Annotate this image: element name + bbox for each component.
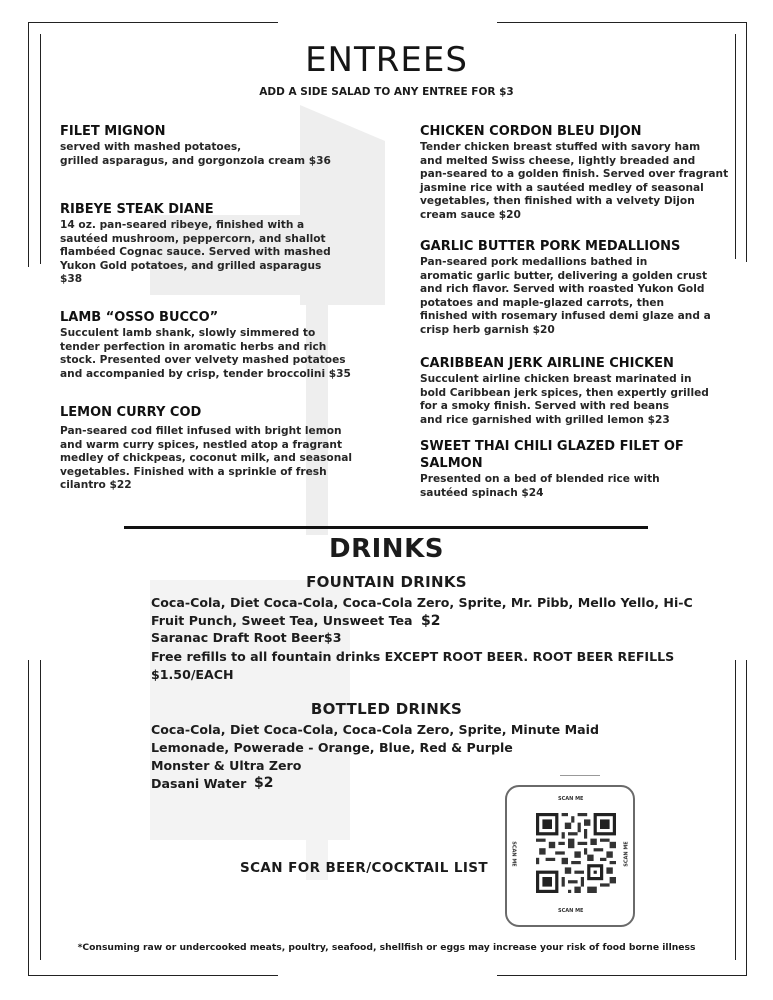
entree-description: Presented on a bed of blended rice with sautéed spinach $24	[420, 473, 660, 499]
side-salad-note: ADD A SIDE SALAD TO ANY ENTREE FOR $3	[259, 86, 514, 98]
entree-description: Succulent lamb shank, slowly simmered to tender perfection in aromatic herbs and rich stock. Presented over velvety mashed potatoes and accompanied by crisp, tender broccolini $35	[60, 327, 351, 380]
entree-name: LAMB “OSSO BUCCO”	[60, 310, 219, 325]
bottled-drinks-heading: BOTTLED DRINKS	[310, 700, 463, 718]
refill-note: Free refills to all fountain drinks EXCEPT ROOT BEER. ROOT BEER REFILLS	[151, 649, 675, 664]
entree-description: Tender chicken breast stuffed with savory ham and melted Swiss cheese, lightly breaded and pan-seared to a golden finish. Served over fragrant jasmine rice with a sautéed medley of seasonal vegetables, then finished with a velvety Dijon cream sauce $20	[420, 141, 729, 221]
qr-caption: SCAN ME	[555, 796, 586, 802]
entree-description: Succulent airline chicken breast marinated in bold Caribbean jerk spices, then expertly grilled for a smoky finish. Served with red beans and rice garnished with grilled lemon $23	[420, 373, 709, 426]
entree-description: Pan-seared pork medallions bathed in aromatic garlic butter, delivering a golden crust and rich flavor. Served with roasted Yukon Gold potatoes and maple-glazed carrots, then finished with rosemary infused demi glaze and a crisp herb garnish $20	[420, 256, 711, 336]
bottled-drinks-line: Dasani Water	[151, 776, 247, 791]
entree-item	[60, 202, 390, 287]
entree-item	[60, 405, 390, 493]
root-beer-line: Saranac Draft Root Beer$3	[151, 630, 342, 645]
qr-caption: SCAN ME	[624, 838, 630, 869]
entree-description: Pan-seared cod fillet infused with bright lemon and warm curry spices, nestled atop a fragrant medley of chickpeas, coconut milk, and seasonal vegetables. Finished with a sprinkle of fresh cilantro $22	[60, 425, 353, 492]
fountain-drinks-line: Coca-Cola, Diet Coca-Cola, Coca-Cola Zero, Sprite, Mr. Pibb, Mello Yello, Hi-C	[151, 595, 693, 610]
entree-description: 14 oz. pan-seared ribeye, finished with a sautéed mushroom, peppercorn, and shallot flambéed Cognac sauce. Served with mashed Yukon Gold potatoes, and grilled asparagus $38	[60, 219, 331, 286]
fountain-drinks-heading: FOUNTAIN DRINKS	[306, 573, 467, 591]
entree-name: CARIBBEAN JERK AIRLINE CHICKEN	[420, 356, 674, 371]
qr-code[interactable]	[536, 813, 616, 893]
bottled-drinks-line: Monster & Ultra Zero	[151, 758, 302, 773]
entree-item	[60, 124, 390, 168]
refill-note: $1.50/EACH	[151, 667, 234, 682]
entree-description: served with mashed potatoes, grilled asparagus, and gorgonzola cream $36	[60, 141, 331, 167]
bottled-price: $2	[254, 775, 274, 791]
section-divider	[124, 526, 648, 529]
scan-label: SCAN FOR BEER/COCKTAIL LIST	[240, 860, 488, 876]
entree-name: RIBEYE STEAK DIANE	[60, 202, 214, 217]
entree-name: SWEET THAI CHILI GLAZED FILET OF SALMON	[420, 439, 684, 471]
border-line	[28, 975, 278, 976]
qr-decoration	[560, 775, 600, 776]
entree-name: GARLIC BUTTER PORK MEDALLIONS	[420, 239, 681, 254]
border-line	[28, 22, 278, 23]
border-line	[497, 22, 747, 23]
bottled-drinks-line: Lemonade, Powerade - Orange, Blue, Red & Purple	[151, 740, 513, 755]
bottled-drinks-line: Coca-Cola, Diet Coca-Cola, Coca-Cola Zero, Sprite, Minute Maid	[151, 722, 599, 737]
entree-name: FILET MIGNON	[60, 124, 166, 139]
entree-item	[420, 438, 710, 500]
fountain-drinks-line: Fruit Punch, Sweet Tea, Unsweet Tea	[151, 613, 413, 628]
page-title: ENTREES	[305, 40, 468, 80]
border-line	[497, 975, 747, 976]
qr-caption: SCAN ME	[511, 838, 517, 869]
qr-caption: SCAN ME	[555, 908, 586, 914]
fountain-price: $2	[421, 613, 441, 629]
entree-item	[420, 239, 740, 338]
entree-item	[420, 356, 740, 427]
entree-item	[60, 310, 390, 381]
entree-name: LEMON CURRY COD	[60, 405, 202, 420]
entree-item	[420, 124, 740, 223]
food-safety-footnote: *Consuming raw or undercooked meats, poultry, seafood, shellfish or eggs may increase your risk of food borne illness	[77, 942, 696, 953]
entree-name: CHICKEN CORDON BLEU DIJON	[420, 124, 642, 139]
drinks-title: DRINKS	[329, 534, 444, 564]
